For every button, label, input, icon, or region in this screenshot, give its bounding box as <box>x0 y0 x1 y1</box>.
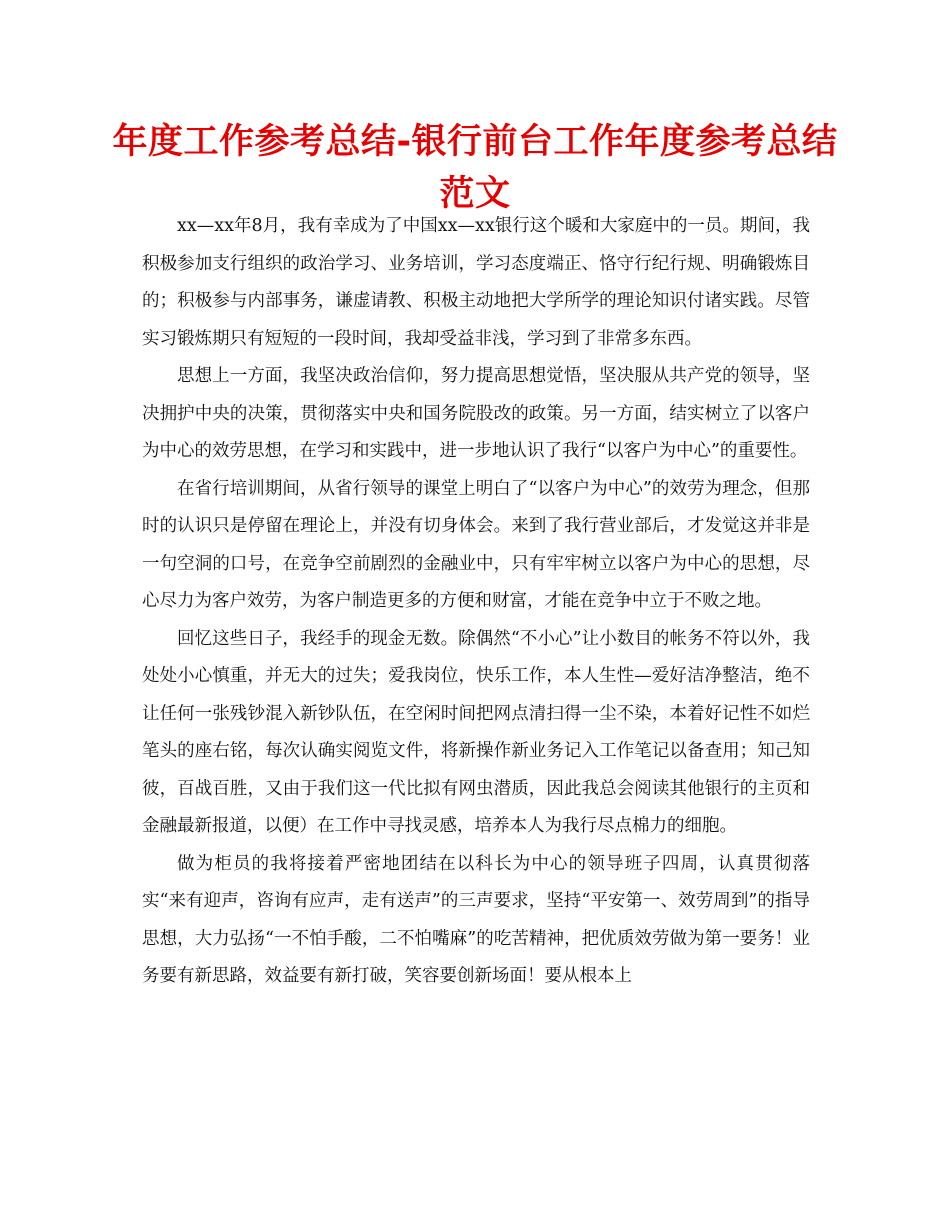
paragraph-5: 做为柜员的我将接着严密地团结在以科长为中心的领导班子四周，认真贯彻落实“来有迎声，咨询有应声，走有送声”的三声要求，坚持“平安第一、效劳周到”的指导思想，大力弘扬“一不怕手酸，二不怕嘴麻”的吃苦精神，把优质效劳做为第一要务！业务要有新思路，效益要有新打破，笑容要创新场面！要从根本上 <box>142 853 810 986</box>
paragraph-1: xx—xx年8月，我有幸成为了中国xx—xx银行这个暖和大家庭中的一员。期间，我积极参加支行组织的政治学习、业务培训，学习态度端正、恪守行纪行规、明确锻炼目的；积极参与内部事务，谦虚请教、积极主动地把大学所学的理论知识付诸实践。尽管实习锻炼期只有短短的一段时间，我却受益非浅，学习到了非常多东西。 <box>142 216 810 349</box>
paragraph-4: 回忆这些日子，我经手的现金无数。除偶然“不小心”让小数目的帐务不符以外，我处处小心慎重，并无大的过失；爱我岗位，快乐工作，本人生性—爱好洁净整洁，绝不让任何一张残钞混入新钞队伍，在空闲时间把网点清扫得一尘不染，本着好记性不如烂笔头的座右铭，每次认确实阅览文件，将新操作新业务记入工作笔记以备查用；知己知彼，百战百胜，又由于我们这一代比拟有网虫潜质，因此我总会阅读其他银行的主页和金融最新报道，以便）在工作中寻找灵感，培养本人为我行尽点棉力的细胞。 <box>142 628 810 836</box>
paragraph-3: 在省行培训期间，从省行领导的课堂上明白了“以客户为中心”的效劳为理念，但那时的认识只是停留在理论上，并没有切身体会。来到了我行营业部后，才发觉这并非是一句空洞的口号，在竞争空前剧烈的金融业中，只有牢牢树立以客户为中心的思想，尽心尽力为客户效劳，为客户制造更多的方便和财富，才能在竞争中立于不败之地。 <box>142 478 810 611</box>
document-title: 年度工作参考总结-银行前台工作年度参考总结范文 <box>112 122 838 214</box>
document-body <box>142 208 810 996</box>
paragraph-2: 思想上一方面，我坚决政治信仰，努力提高思想觉悟，坚决服从共产党的领导，坚决拥护中央的决策，贯彻落实中央和国务院股改的政策。另一方面，结实树立了以客户为中心的效劳思想，在学习和实践中，进一步地认识了我行“以客户为中心”的重要性。 <box>142 366 810 461</box>
